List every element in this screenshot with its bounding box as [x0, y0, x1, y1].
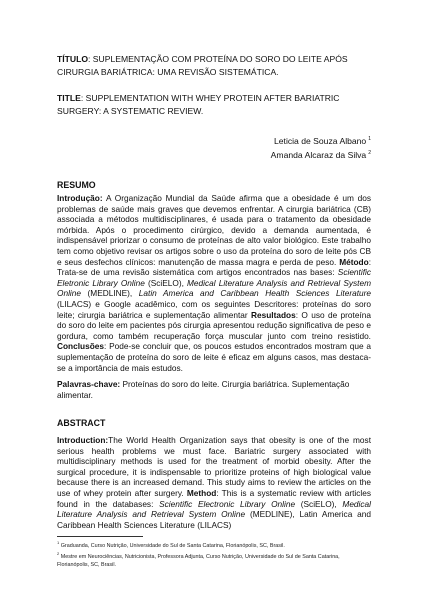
title-portuguese	[57, 53, 371, 79]
author-list	[111, 133, 371, 161]
footnote-1: $^1$ Graduanda, Curso Nutrição, Universidade do Sul de Santa Catarina, Florianópolis, SC, Brasil.	[57, 540, 285, 549]
title-en-text: : SUPPLEMENTATION WITH WHEY PROTEIN AFTER BARIATRIC SURGERY: A SYSTEMATIC REVIEW.	[57, 93, 340, 116]
resumo-body: Introdução: A Organização Mundial da Saúde afirma que a obesidade é um dos problemas de saúde mais graves que devemos enfrentar. A cirurgia bariátrica (CB) associada a métodos multidisciplinares, é usada para o tratamento da obesidade mórbida. Após o procedimento cirúrgico, devido a demanda aumentada, é indispensável priorizar o consumo de proteínas de alto valor biológico. Este trabalho tem como objetivo revisar os artigos sobre o uso da proteína do soro de leite pós CB e seus desfechos clínicos: manutenção de massa magra e perda de peso. Método: Trata-se de uma revisão sistemática com artigos encontrados nas bases: Scientific Eletronic Library Online (SciELO), Medical Literature Analysis and Retrieval System Online (MEDLINE), Latin America and Caribbean Health Sciences Literature (LILACS) e Google acadêmico, com os seguintes Descritores: proteínas do soro leite; cirurgia bariátrica e suplementação alimentar Resultados: O uso de proteína do soro do leite em pacientes pós cirurgia apresentou redução significativa de peso e gordura, como também recuperação força muscular junto com treino resistido. Conclusões: Pode-se concluir que, os poucos estudos encontrados mostram que a suplementação de proteína do soro de leite é eficaz em alguns casos, mas destaca-se a importância de mais estudos.	[57, 193, 372, 373]
title-english	[57, 92, 371, 118]
title-pt-label: TÍTULO	[57, 54, 89, 64]
title-en-label: TITLE	[57, 93, 81, 103]
footnotes	[57, 539, 371, 569]
keywords-portuguese: Palavras-chave: Proteínas do soro do leite. Cirurgia bariátrica. Suplementação alimentar.	[57, 379, 350, 400]
resumo-heading: RESUMO	[57, 180, 96, 190]
abstract-body: Introduction:The World Health Organization says that obesity is one of the most serious health problems we must face. Bariatric surgery associated with multidisciplinary methods is used for the treatment of morbid obesity. After the surgical procedure, it is indispensable to prioritize proteins of high biological value because there is an increased demand. This study aims to review the articles on the use of whey protein after surgery. Method: This is a systematic review with articles found in the databases: Scientific Electronic Library Online (SciELO), Medical Literature Analysis and Retrieval System Online (MEDLINE), Latin America and Caribbean Health Sciences Literature (LILACS)	[57, 435, 371, 530]
footnote-divider	[57, 536, 143, 537]
abstract-heading: ABSTRACT	[57, 418, 106, 428]
footnote-2: $^2$ Mestre em Neurociências, Nutricionista, Professora Adjunta, Curso Nutrição, Universidade do Sul de Santa Catarina, Florianópolis, SC, Brasil.	[57, 550, 340, 568]
author-1: Leticia de Souza Albano $^1$	[274, 135, 371, 146]
title-pt-text: : SUPLEMENTAÇÃO COM PROTEÍNA DO SORO DO LEITE APÓS CIRURGIA BARIÁTRICA: UMA REVISÃO SISTEMÁTICA.	[57, 54, 348, 77]
author-2: Amanda Alcaraz da Silva $^2$	[270, 149, 371, 160]
author-1-footnote-mark: 1	[368, 136, 371, 142]
author-2-footnote-mark: 2	[368, 149, 371, 156]
